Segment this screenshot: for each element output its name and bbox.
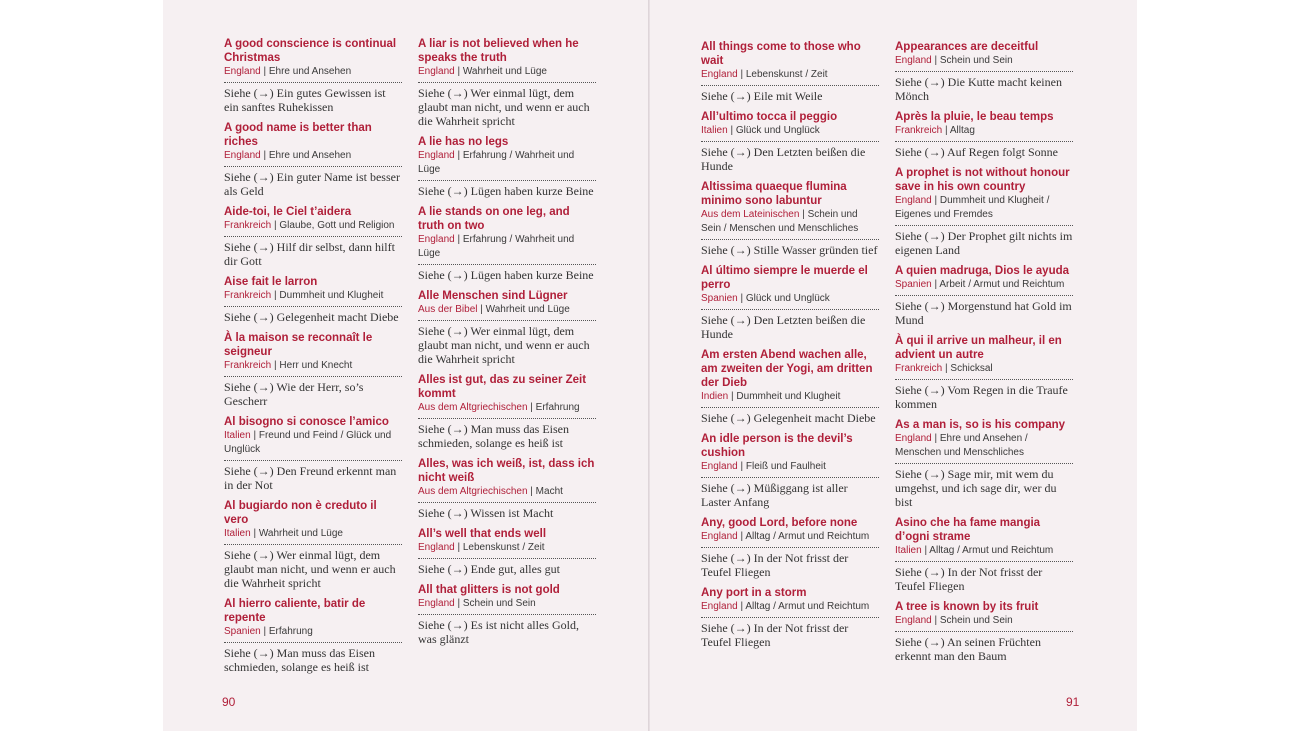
book-spread — [163, 0, 1137, 731]
proverb-entry — [895, 166, 1073, 257]
cross-reference: Siehe (→) Es ist nicht alles Gold, was glänzt — [418, 618, 579, 646]
category-tags: Erfahrung / Wahrheit und Lüge — [418, 150, 575, 175]
origin-label: Spanien — [701, 293, 738, 304]
origin-label: England — [418, 66, 455, 77]
origin-label: England — [418, 150, 455, 161]
proverb-title: A prophet is not without honour save in his own country — [895, 167, 1070, 193]
cross-reference: Siehe (→) Der Prophet gilt nichts im eigenen Land — [895, 229, 1073, 257]
proverb-meta: Spanien | Arbeit / Armut und Reichtum — [895, 278, 1073, 296]
proverb-meta: Frankreich | Dummheit und Klugheit — [224, 289, 402, 307]
cross-reference: Siehe (→) Ein gutes Gewissen ist ein sanftes Ruhekissen — [224, 86, 386, 114]
origin-label: Aus dem Altgriechischen — [418, 486, 528, 497]
origin-label: England — [701, 531, 738, 542]
category-tags: Schein und Sein — [939, 55, 1013, 66]
category-tags: Alltag / Armut und Reichtum — [745, 531, 870, 542]
cross-reference: Siehe (→) Auf Regen folgt Sonne — [895, 145, 1058, 159]
cross-reference: Siehe (→) Wer einmal lügt, dem glaubt man nicht, und wenn er auch die Wahrheit spricht — [224, 548, 396, 590]
proverb-meta: England | Ehre und Ansehen / Menschen und Menschliches — [895, 432, 1073, 464]
proverb-title: Any, good Lord, before none — [701, 517, 858, 529]
cross-reference: Siehe (→) Eile mit Weile — [701, 89, 823, 103]
cross-reference: Siehe (→) Die Kutte macht keinen Mönch — [895, 75, 1062, 103]
cross-reference: Siehe (→) Wissen ist Macht — [418, 506, 554, 520]
proverb-entry — [701, 180, 879, 257]
category-tags: Wahrheit und Lüge — [462, 66, 547, 77]
proverb-meta: Italien | Glück und Unglück — [701, 124, 879, 142]
category-tags: Alltag / Armut und Reichtum — [745, 601, 870, 612]
origin-label: Frankreich — [224, 360, 272, 371]
cross-reference: Siehe (→) In der Not frisst der Teufel Fliegen — [895, 565, 1043, 593]
origin-label: England — [701, 601, 738, 612]
proverb-title: All’s well that ends well — [418, 528, 547, 540]
column-left-1 — [224, 37, 402, 681]
cross-reference: Siehe (→) Lügen haben kurze Beine — [418, 184, 594, 198]
category-tags: Glaube, Gott und Religion — [279, 220, 395, 231]
proverb-title: Al último siempre le muerde el perro — [701, 265, 868, 291]
proverb-title: Alles, was ich weiß, ist, dass ich nicht weiß — [418, 458, 595, 484]
origin-label: Italien — [224, 430, 251, 441]
proverb-entry — [895, 40, 1073, 103]
proverb-title: Al hierro caliente, batir de repente — [224, 598, 366, 624]
proverb-meta: England | Fleiß und Faulheit — [701, 460, 879, 478]
proverb-title: À qui il arrive un malheur, il en advient un autre — [895, 335, 1062, 361]
category-tags: Alltag — [949, 125, 975, 136]
cross-reference: Siehe (→) Den Freund erkennt man in der Not — [224, 464, 397, 492]
category-tags: Glück und Unglück — [745, 293, 830, 304]
proverb-title: All that glitters is not gold — [418, 584, 560, 596]
proverb-meta: England | Lebenskunst / Zeit — [701, 68, 879, 86]
proverb-meta: Aus der Bibel | Wahrheit und Lüge — [418, 303, 596, 321]
category-tags: Schein und Sein — [939, 615, 1013, 626]
proverb-title: Alle Menschen sind Lügner — [418, 290, 568, 302]
proverb-title: A quien madruga, Dios le ayuda — [895, 265, 1070, 277]
proverb-entry — [224, 275, 402, 324]
proverb-meta: England | Erfahrung / Wahrheit und Lüge — [418, 233, 596, 265]
proverb-title: Aise fait le larron — [224, 276, 318, 288]
proverb-title: Altissima quaeque flumina minimo sono labuntur — [701, 181, 847, 207]
origin-label: Frankreich — [224, 220, 272, 231]
proverb-entry — [895, 600, 1073, 663]
origin-label: England — [224, 150, 261, 161]
cross-reference: Siehe (→) In der Not frisst der Teufel Fliegen — [701, 621, 849, 649]
proverb-meta: Italien | Wahrheit und Lüge — [224, 527, 402, 545]
cross-reference: Siehe (→) Gelegenheit macht Diebe — [224, 310, 399, 324]
proverb-meta: Aus dem Lateinischen | Schein und Sein / Menschen und Menschliches — [701, 208, 879, 240]
proverb-meta: England | Schein und Sein — [418, 597, 596, 615]
origin-label: Italien — [701, 125, 728, 136]
proverb-entry — [701, 264, 879, 341]
proverb-title: All things come to those who wait — [701, 41, 861, 67]
category-tags: Lebenskunst / Zeit — [745, 69, 828, 80]
origin-label: Indien — [701, 391, 729, 402]
proverb-entry — [895, 264, 1073, 327]
proverb-title: Am ersten Abend wachen alle, am zweiten der Yogi, am dritten der Dieb — [701, 349, 873, 389]
proverb-entry — [224, 499, 402, 590]
proverb-title: Appearances are deceitful — [895, 41, 1039, 53]
origin-label: Frankreich — [895, 363, 943, 374]
proverb-title: A liar is not believed when he speaks the truth — [418, 38, 579, 64]
origin-label: England — [895, 195, 932, 206]
cross-reference: Siehe (→) Müßiggang ist aller Laster Anfang — [701, 481, 848, 509]
origin-label: Italien — [895, 545, 922, 556]
proverb-title: À la maison se reconnaît le seigneur — [224, 332, 373, 358]
proverb-meta: England | Ehre und Ansehen — [224, 65, 402, 83]
origin-label: Spanien — [895, 279, 932, 290]
proverb-meta: England | Dummheit und Klugheit / Eigenes und Fremdes — [895, 194, 1073, 226]
proverb-meta: Aus dem Altgriechischen | Macht — [418, 485, 596, 503]
cross-reference: Siehe (→) Den Letzten beißen die Hunde — [701, 313, 866, 341]
proverb-title: Any port in a storm — [701, 587, 807, 599]
category-tags: Alltag / Armut und Reichtum — [929, 545, 1054, 556]
proverb-title: A lie has no legs — [418, 136, 509, 148]
proverb-title: Aide-toi, le Ciel t’aidera — [224, 206, 352, 218]
proverb-entry — [701, 40, 879, 103]
category-tags: Arbeit / Armut und Reichtum — [939, 279, 1065, 290]
proverb-title: Al bugiardo non è creduto il vero — [224, 500, 377, 526]
origin-label: Frankreich — [895, 125, 943, 136]
proverb-entry — [224, 205, 402, 268]
origin-label: England — [895, 615, 932, 626]
category-tags: Wahrheit und Lüge — [258, 528, 343, 539]
proverb-meta: Spanien | Erfahrung — [224, 625, 402, 643]
proverb-entry — [895, 334, 1073, 411]
proverb-meta: Italien | Alltag / Armut und Reichtum — [895, 544, 1073, 562]
category-tags: Freund und Feind / Glück und Unglück — [224, 430, 392, 455]
cross-reference: Siehe (→) Wer einmal lügt, dem glaubt man nicht, und wenn er auch die Wahrheit spricht — [418, 324, 590, 366]
category-tags: Ehre und Ansehen — [268, 150, 352, 161]
category-tags: Schein und Sein / Menschen und Menschliches — [701, 209, 859, 234]
category-tags: Herr und Knecht — [279, 360, 353, 371]
proverb-meta: England | Alltag / Armut und Reichtum — [701, 600, 879, 618]
cross-reference: Siehe (→) Hilf dir selbst, dann hilft dir Gott — [224, 240, 395, 268]
column-right-1 — [701, 40, 879, 656]
category-tags: Dummheit und Klugheit — [279, 290, 384, 301]
proverb-title: All’ultimo tocca il peggio — [701, 111, 838, 123]
cross-reference: Siehe (→) Gelegenheit macht Diebe — [701, 411, 876, 425]
proverb-entry — [701, 516, 879, 579]
category-tags: Lebenskunst / Zeit — [462, 542, 545, 553]
proverb-entry — [895, 418, 1073, 509]
proverb-title: Alles ist gut, das zu seiner Zeit kommt — [418, 374, 587, 400]
proverb-entry — [224, 331, 402, 408]
cross-reference: Siehe (→) Ende gut, alles gut — [418, 562, 560, 576]
proverb-meta: Frankreich | Herr und Knecht — [224, 359, 402, 377]
origin-label: England — [224, 66, 261, 77]
proverb-meta: Italien | Freund und Feind / Glück und Unglück — [224, 429, 402, 461]
origin-label: England — [418, 234, 455, 245]
proverb-entry — [418, 457, 596, 520]
proverb-entry — [418, 135, 596, 198]
cross-reference: Siehe (→) Vom Regen in die Traufe kommen — [895, 383, 1068, 411]
proverb-entry — [701, 110, 879, 173]
proverb-entry — [418, 205, 596, 282]
proverb-title: Al bisogno si conosce l’amico — [224, 416, 389, 428]
proverb-entry — [418, 373, 596, 450]
cross-reference: Siehe (→) Wie der Herr, so’s Gescherr — [224, 380, 364, 408]
proverb-title: An idle person is the devil’s cushion — [701, 433, 853, 459]
cross-reference: Siehe (→) Stille Wasser gründen tief — [701, 243, 878, 257]
cross-reference: Siehe (→) Man muss das Eisen schmieden, solange es heiß ist — [224, 646, 375, 674]
proverb-title: A good name is better than riches — [224, 122, 372, 148]
proverb-meta: England | Ehre und Ansehen — [224, 149, 402, 167]
page-right — [649, 0, 1137, 731]
proverb-entry — [224, 415, 402, 492]
proverb-meta: England | Alltag / Armut und Reichtum — [701, 530, 879, 548]
proverb-meta: Spanien | Glück und Unglück — [701, 292, 879, 310]
proverb-entry — [224, 597, 402, 674]
category-tags: Dummheit und Klugheit / Eigenes und Fremdes — [895, 195, 1050, 220]
proverb-meta: Frankreich | Alltag — [895, 124, 1073, 142]
proverb-entry — [418, 289, 596, 366]
proverb-entry — [701, 432, 879, 509]
category-tags: Glück und Unglück — [735, 125, 820, 136]
cross-reference: Siehe (→) Den Letzten beißen die Hunde — [701, 145, 866, 173]
proverb-title: Après la pluie, le beau temps — [895, 111, 1054, 123]
cross-reference: Siehe (→) Sage mir, mit wem du umgehst, und ich sage dir, wer du bist — [895, 467, 1057, 509]
proverb-entry — [701, 348, 879, 425]
proverb-entry — [224, 121, 402, 198]
origin-label: Italien — [224, 528, 251, 539]
origin-label: Spanien — [224, 626, 261, 637]
category-tags: Erfahrung — [268, 626, 313, 637]
cross-reference: Siehe (→) Morgenstund hat Gold im Mund — [895, 299, 1072, 327]
proverb-entry — [895, 110, 1073, 159]
proverb-title: A good conscience is continual Christmas — [224, 38, 397, 64]
cross-reference: Siehe (→) Man muss das Eisen schmieden, solange es heiß ist — [418, 422, 569, 450]
proverb-entry — [418, 37, 596, 128]
proverb-entry — [418, 583, 596, 646]
proverb-title: A lie stands on one leg, and truth on two — [418, 206, 570, 232]
column-left-2 — [418, 37, 596, 653]
category-tags: Fleiß und Faulheit — [745, 461, 826, 472]
cross-reference: Siehe (→) Ein guter Name ist besser als Geld — [224, 170, 400, 198]
origin-label: Frankreich — [224, 290, 272, 301]
origin-label: England — [701, 461, 738, 472]
proverb-title: Asino che ha fame mangia d’ogni strame — [895, 517, 1041, 543]
origin-label: Aus der Bibel — [418, 304, 478, 315]
proverb-meta: England | Schein und Sein — [895, 614, 1073, 632]
proverb-meta: England | Erfahrung / Wahrheit und Lüge — [418, 149, 596, 181]
category-tags: Erfahrung / Wahrheit und Lüge — [418, 234, 575, 259]
proverb-title: A tree is known by its fruit — [895, 601, 1039, 613]
proverb-entry — [224, 37, 402, 114]
origin-label: England — [418, 598, 455, 609]
cross-reference: Siehe (→) An seinen Früchten erkennt man den Baum — [895, 635, 1041, 663]
cross-reference: Siehe (→) In der Not frisst der Teufel Fliegen — [701, 551, 849, 579]
category-tags: Erfahrung — [535, 402, 580, 413]
column-right-2 — [895, 40, 1073, 670]
proverb-meta: Indien | Dummheit und Klugheit — [701, 390, 879, 408]
page-left — [163, 0, 649, 731]
category-tags: Macht — [535, 486, 563, 497]
page-number: 91 — [1066, 695, 1080, 709]
origin-label: England — [895, 433, 932, 444]
proverb-entry — [701, 586, 879, 649]
proverb-entry — [895, 516, 1073, 593]
page-number: 90 — [222, 695, 236, 709]
origin-label: England — [895, 55, 932, 66]
category-tags: Ehre und Ansehen / Menschen und Menschliches — [895, 433, 1028, 458]
cross-reference: Siehe (→) Lügen haben kurze Beine — [418, 268, 594, 282]
proverb-meta: Aus dem Altgriechischen | Erfahrung — [418, 401, 596, 419]
origin-label: Aus dem Lateinischen — [701, 209, 800, 220]
proverb-meta: Frankreich | Glaube, Gott und Religion — [224, 219, 402, 237]
origin-label: England — [701, 69, 738, 80]
category-tags: Schein und Sein — [462, 598, 536, 609]
category-tags: Dummheit und Klugheit — [736, 391, 841, 402]
proverb-meta: Frankreich | Schicksal — [895, 362, 1073, 380]
proverb-entry — [418, 527, 596, 576]
proverb-meta: England | Schein und Sein — [895, 54, 1073, 72]
cross-reference: Siehe (→) Wer einmal lügt, dem glaubt man nicht, und wenn er auch die Wahrheit spricht — [418, 86, 590, 128]
category-tags: Ehre und Ansehen — [268, 66, 352, 77]
proverb-meta: England | Wahrheit und Lüge — [418, 65, 596, 83]
proverb-meta: England | Lebenskunst / Zeit — [418, 541, 596, 559]
origin-label: England — [418, 542, 455, 553]
category-tags: Schicksal — [950, 363, 993, 374]
category-tags: Wahrheit und Lüge — [485, 304, 570, 315]
proverb-title: As a man is, so is his company — [895, 419, 1066, 431]
origin-label: Aus dem Altgriechischen — [418, 402, 528, 413]
